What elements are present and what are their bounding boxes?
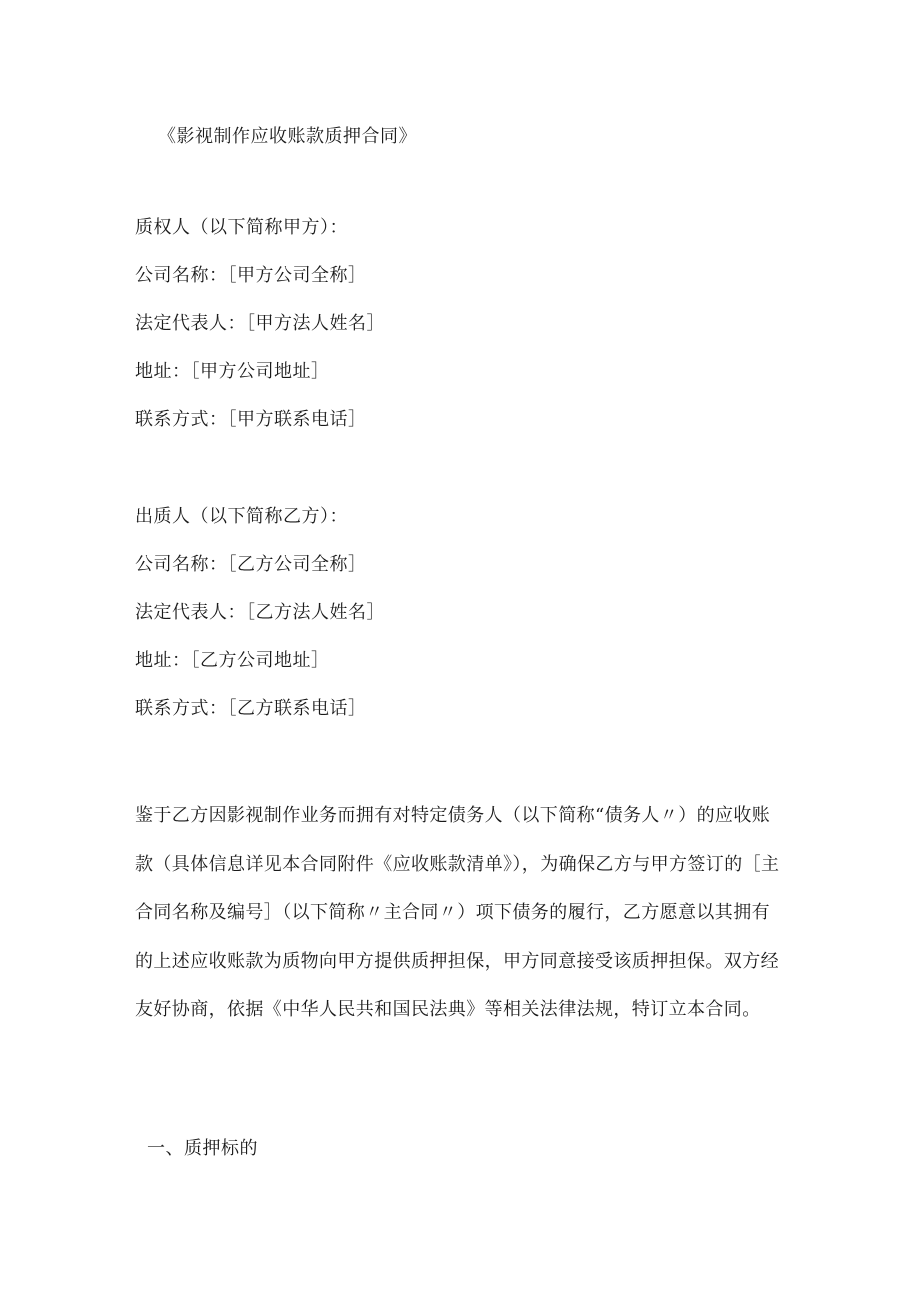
party-a-address: 地址：［甲方公司地址］ xyxy=(135,361,330,382)
party-b-heading: 出质人（以下简称乙方）： xyxy=(135,506,348,527)
party-b-contact: 联系方式：［乙方联系电话］ xyxy=(135,698,367,719)
party-a-block xyxy=(135,215,795,455)
party-a-legal-rep: 法定代表人：［甲方法人姓名］ xyxy=(135,313,385,334)
party-b-legal-rep: 法定代表人：［乙方法人姓名］ xyxy=(135,602,385,623)
document-title: 《影视制作应收账款质押合同》 xyxy=(158,126,417,147)
preamble-paragraph: 鉴于乙方因影视制作业务而拥有对特定债务人（以下简称“债务人〃）的应收账款（具体信息详见本合同附件《应收账款清单》），为确保乙方与甲方签订的［主合同名称及编号］（以下简称〃主合同〃）项下债务的履行，乙方愿意以其拥有的上述应收账款为质物向甲方提供质押担保，甲方同意接受该质押担保。双方经友好协商，依据《中华人民共和国民法典》等相关法律法规，特订立本合同。 xyxy=(135,805,780,1020)
party-b-company: 公司名称：［乙方公司全称］ xyxy=(135,554,367,575)
party-a-company: 公司名称：［甲方公司全称］ xyxy=(135,265,367,286)
party-b-address: 地址：［乙方公司地址］ xyxy=(135,650,330,671)
section-heading-1: 一、质押标的 xyxy=(147,1138,258,1159)
party-b-block xyxy=(135,504,795,744)
party-a-heading: 质权人（以下简称甲方）： xyxy=(135,217,348,238)
party-a-contact: 联系方式：［甲方联系电话］ xyxy=(135,409,367,430)
